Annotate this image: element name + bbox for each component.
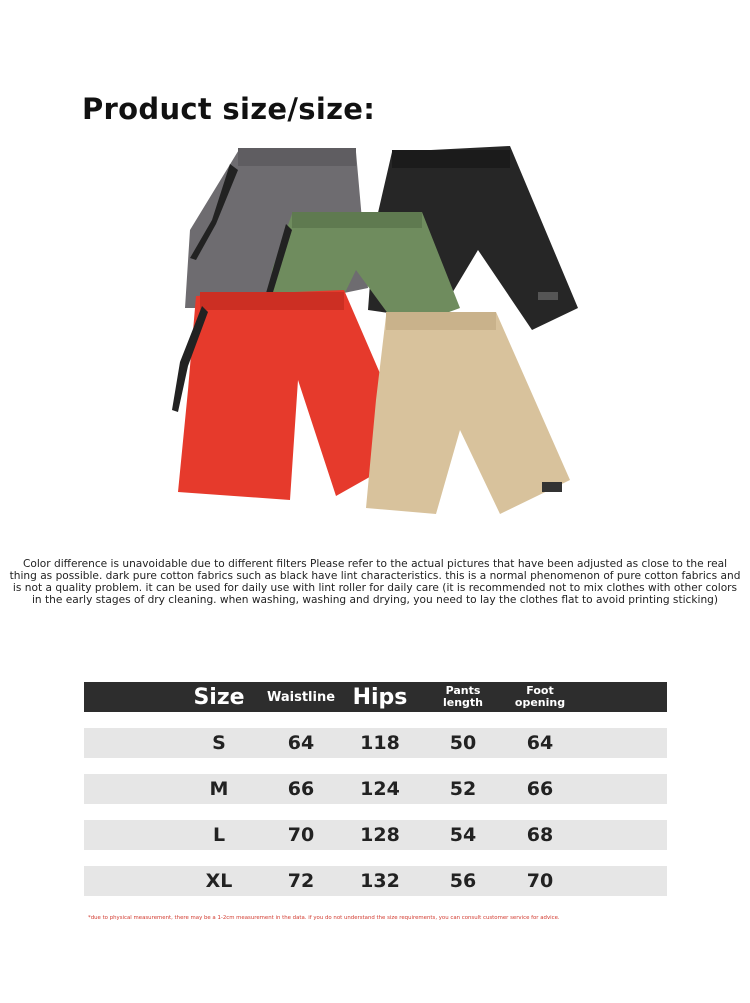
cell-hips: 132	[360, 870, 400, 892]
cell-pants-length: 52	[449, 778, 477, 800]
khaki-shorts	[366, 312, 570, 514]
cell-hips: 118	[360, 732, 400, 754]
cell-waistline: 70	[287, 824, 315, 846]
cell-foot-opening: 68	[526, 824, 554, 846]
size-table	[84, 682, 667, 896]
cell-size: M	[209, 778, 229, 800]
cell-pants-length: 56	[449, 870, 477, 892]
cell-waistline: 64	[287, 732, 315, 754]
cell-size: XL	[205, 870, 233, 892]
header-pants-length: Pants length	[442, 684, 484, 709]
cell-foot-opening: 64	[526, 732, 554, 754]
cell-hips: 128	[360, 824, 400, 846]
color-disclaimer: Color difference is unavoidable due to different filters Please refer to the actual pictures that have been adjusted as close to the real thing as possible. dark pure cotton fabrics such as black have lint characteristics. this is a normal phenomenon of pure cotton fabrics and is not a quality problem. it can be used for daily use with lint roller for daily care (it is recommended not to mix clothes with other colors in the early stages of dry cleaning. when washing, washing and drying, you need to lay the clothes flat to avoid printing sticking)	[9, 558, 741, 606]
measurement-footnote: *due to physical measurement, there may be a 1-2cm measurement in the data. if you do not understand the size requirements, you can consult customer service for advice.	[88, 915, 560, 921]
header-hips: Hips	[352, 684, 408, 710]
cell-foot-opening: 66	[526, 778, 554, 800]
cell-waistline: 72	[287, 870, 315, 892]
cell-size: S	[212, 732, 226, 754]
cell-pants-length: 54	[449, 824, 477, 846]
table-row	[84, 774, 667, 804]
cell-waistline: 66	[287, 778, 315, 800]
header-waistline: Waistline	[266, 689, 336, 705]
size-table-header	[84, 682, 667, 712]
product-photo	[160, 140, 600, 530]
cell-hips: 124	[360, 778, 400, 800]
header-size: Size	[193, 684, 245, 710]
cell-foot-opening: 70	[526, 870, 554, 892]
cell-pants-length: 50	[449, 732, 477, 754]
table-row	[84, 728, 667, 758]
cell-size: L	[212, 824, 226, 846]
page-title: Product size/size:	[82, 92, 376, 126]
table-row	[84, 820, 667, 850]
header-foot-opening: Foot opening	[514, 684, 566, 709]
table-row	[84, 866, 667, 896]
